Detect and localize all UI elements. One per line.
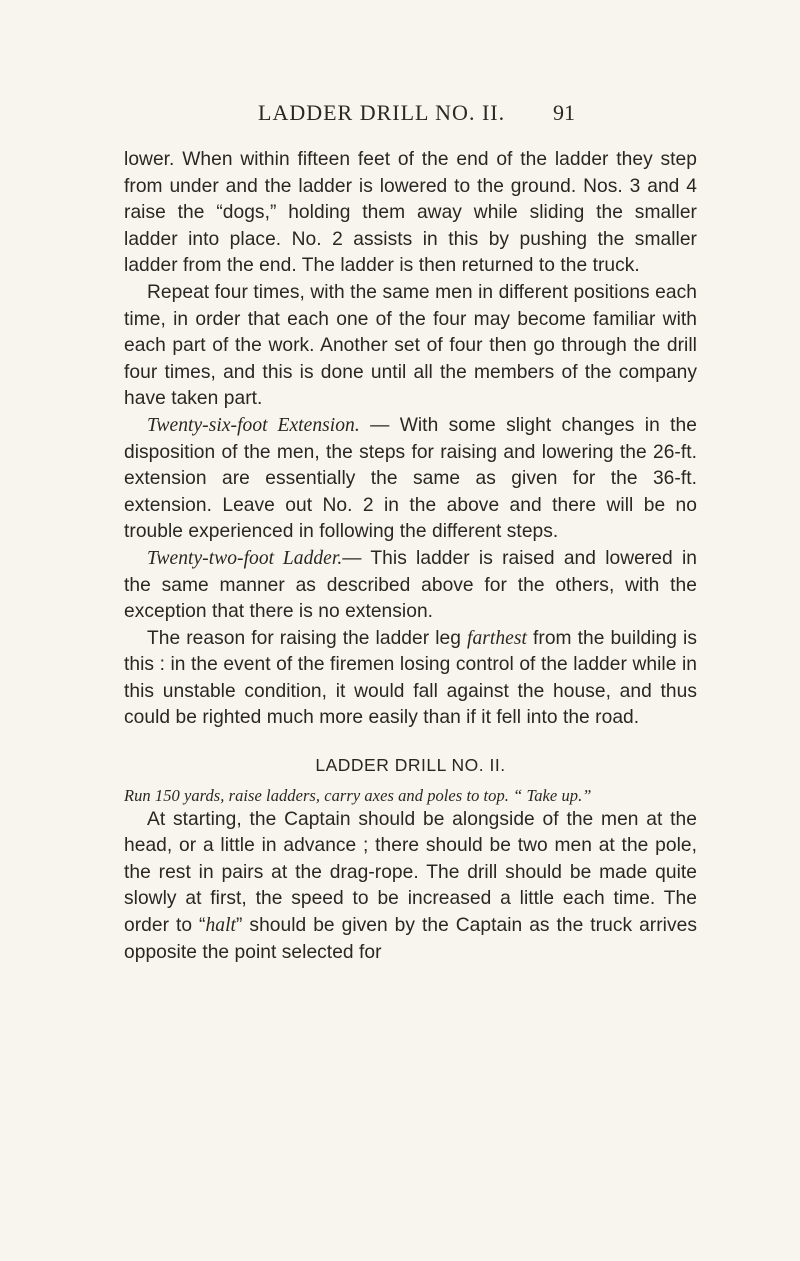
drill-instruction: Run 150 yards, raise ladders, carry axes and poles to top. “ Take up.” [124,785,592,805]
paragraph-6-emphasis: halt [205,915,237,937]
paragraph-5 [124,626,697,732]
running-head: LADDER DRILL NO. II. [258,100,506,125]
paragraph-3-lead: Twenty-six-foot Extension. [147,414,360,436]
paragraph-4-text: — This ladder is raised and lowered in the same manner as described above for the others, with the exception that there is no extension. [124,547,697,623]
paragraph-4 [124,546,697,626]
paragraph-2: Repeat four times, with the same men in different positions each time, in order that each one of the four may become familiar with each part of the work. Another set of four then go through the drill four times, and this is done until all the members of the company have taken part. [124,281,697,410]
paragraph-5-emphasis: farthest [466,627,527,649]
paragraph-5-part-a: The reason for raising the ladder leg [147,627,467,649]
paragraph-4-lead: Twenty-two-foot Ladder. [147,547,343,569]
paragraph-6 [124,807,697,967]
paragraph-6-part-b: ” should be given by the Captain as the truck arrives opposite the point selected for [124,915,697,963]
paragraph-3 [124,413,697,546]
paragraph-6-part-a: At starting, the Captain should be alongside of the men at the head, or a little in advance ; there should be two men at the pole, the rest in pairs at the drag-rope. The drill should be made quite slowly at first, the speed to be increased a little each time. The order to “ [124,808,697,937]
page-number: 91 [553,100,575,125]
paragraph-1: lower. When within fifteen feet of the end of the ladder they step from under and the ladder is lowered to the ground. Nos. 3 and 4 raise the “dogs,” holding them away while sliding the smaller ladder into place. No. 2 assists in this by pushing the smaller ladder from the end. The ladder is then returned to the truck. [124,149,697,277]
paragraph-3-text: — With some slight changes in the disposition of the men, the steps for raising and lowering the 26-ft. extension are essentially the same as given for the 36-ft. extension. Leave out No. 2 in the above and there will be no trouble experienced in following the different steps. [124,414,697,543]
body-text [124,147,697,966]
section-heading: LADDER DRILL NO. II. [315,755,506,776]
paragraph-5-part-b: from the building is this : in the event of the firemen losing control of the ladder while in this unstable condition, it would fall against the house, and thus could be righted much more easily than if it fell into the road. [124,627,697,729]
